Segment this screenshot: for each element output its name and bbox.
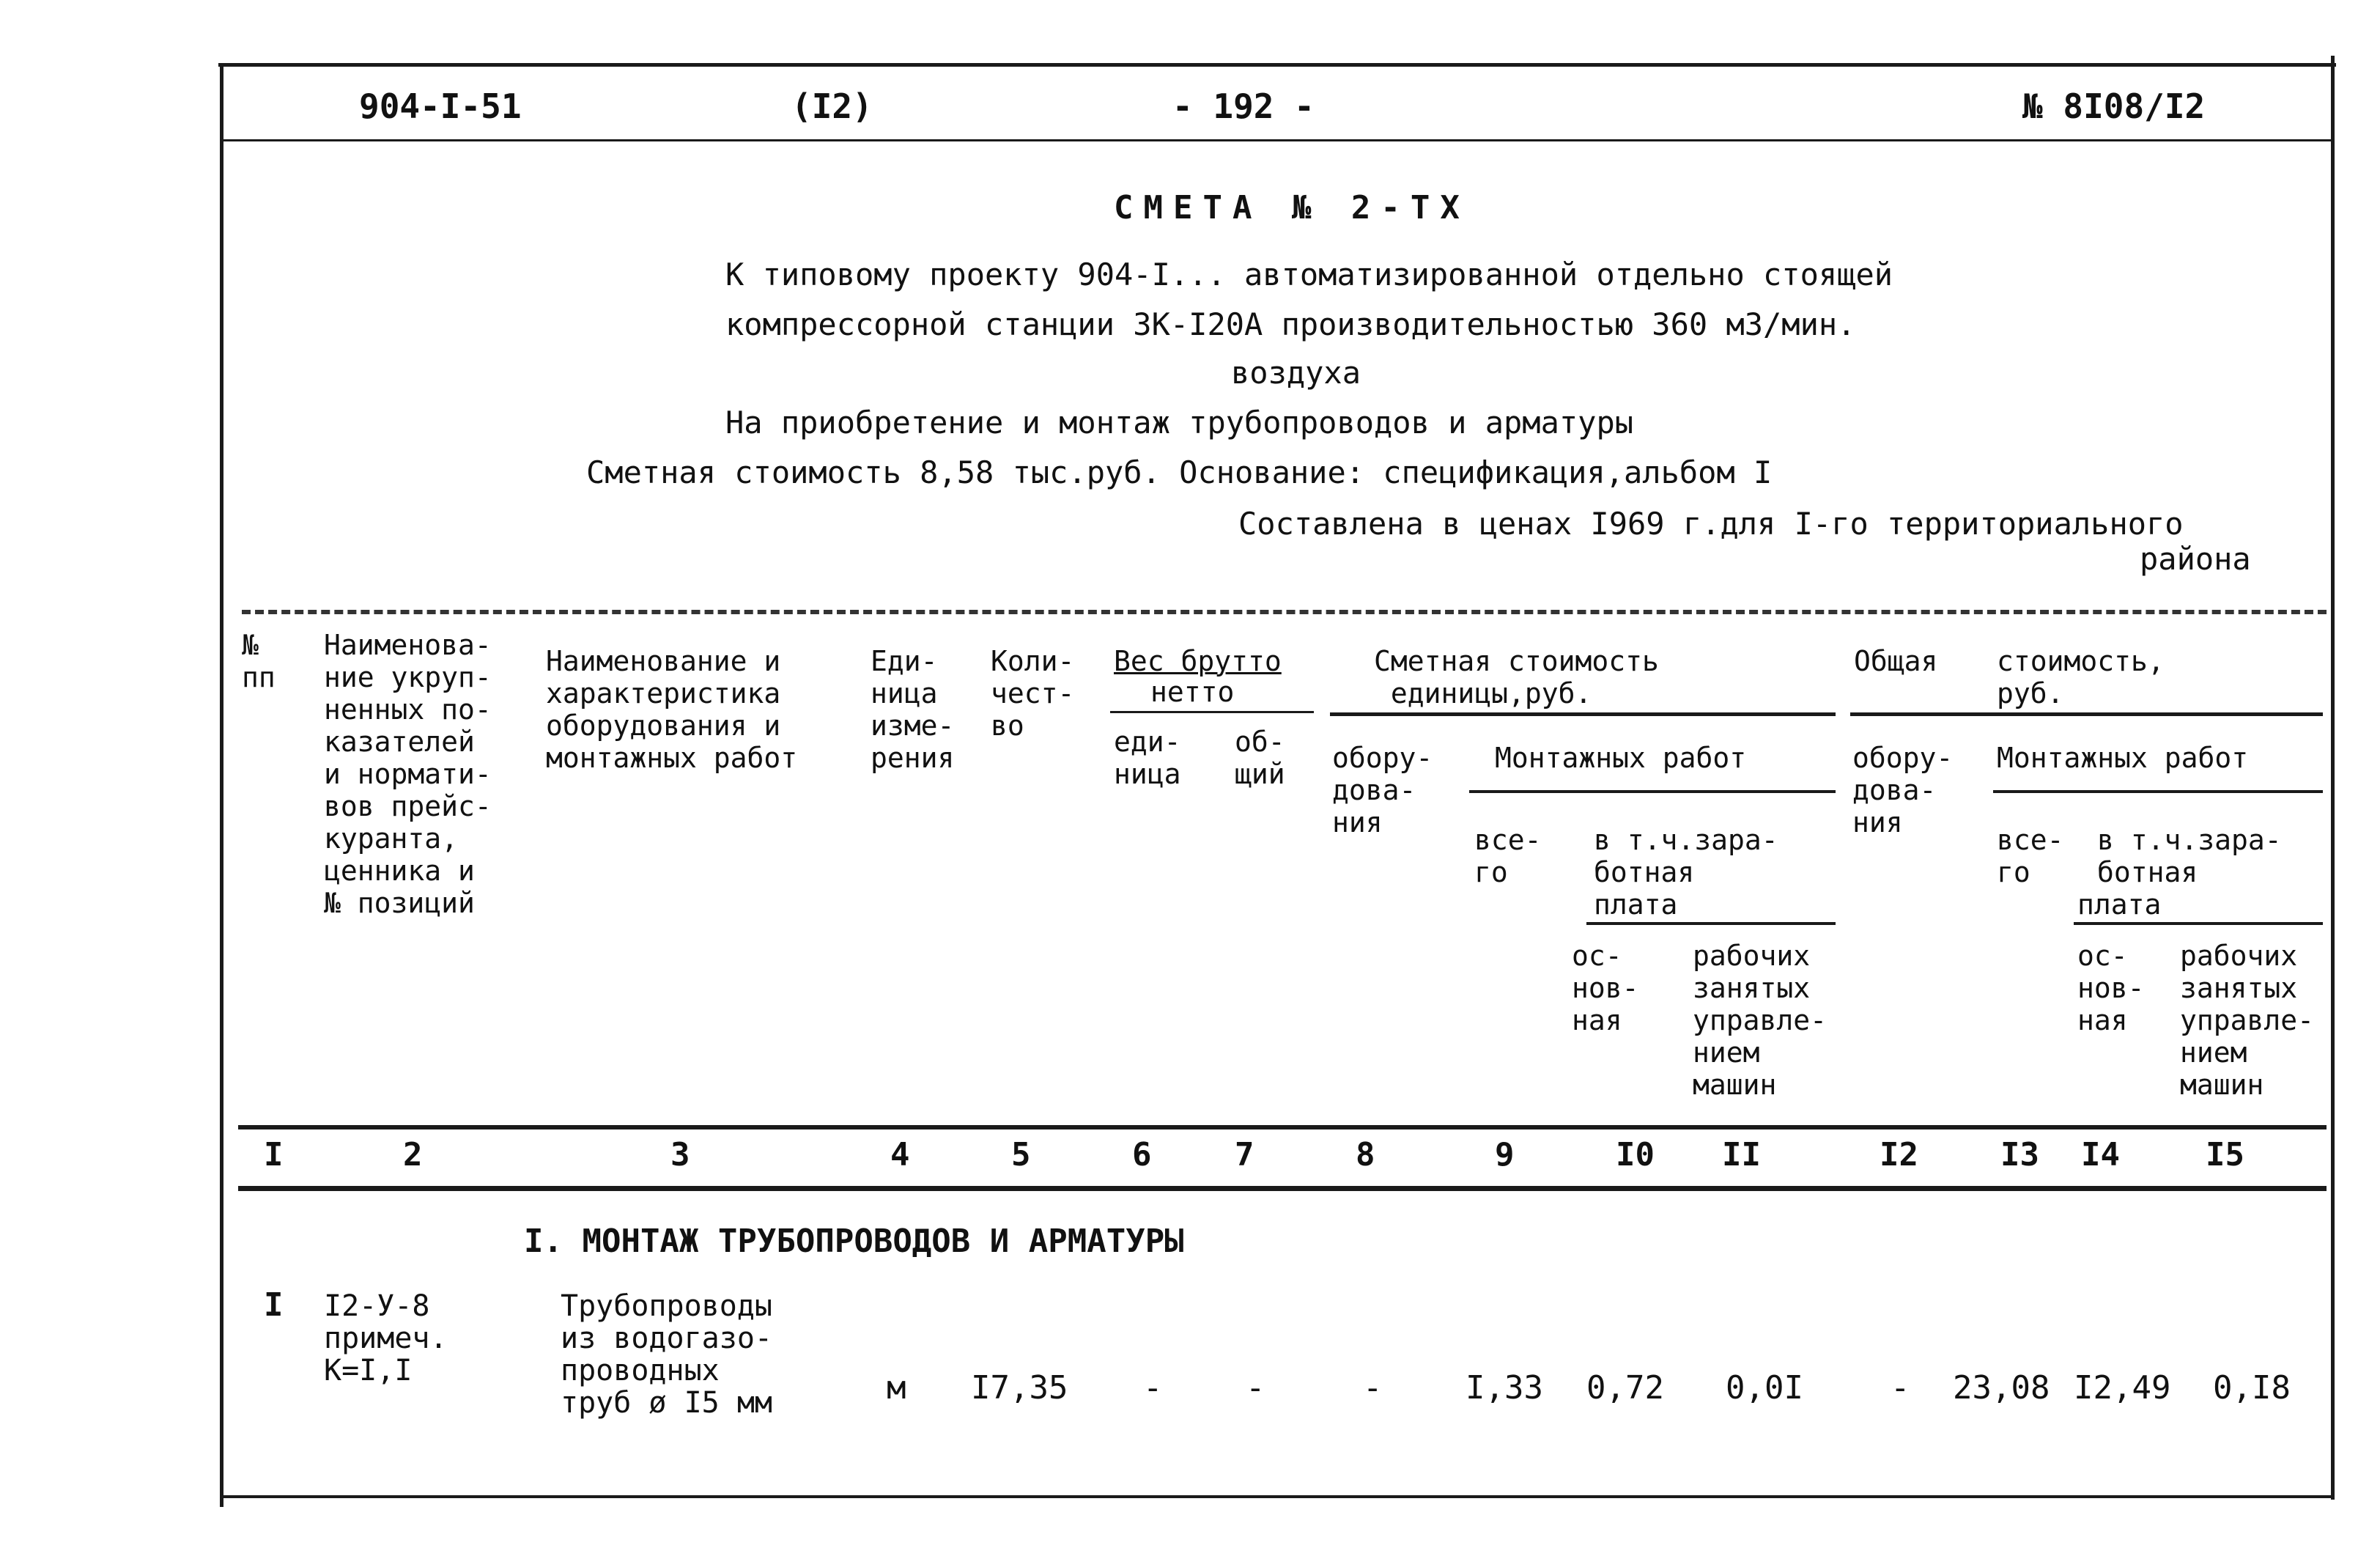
- header-col-10: ос- нов- ная: [1572, 940, 1639, 1036]
- row-unit: м: [887, 1369, 906, 1407]
- page-number: - 192 -: [1172, 86, 1315, 126]
- unit-cost-rule: [1330, 712, 1836, 716]
- column-number: 4: [890, 1136, 910, 1173]
- row-wage-machine-unit: 0,0I: [1726, 1369, 1803, 1407]
- column-number: I0: [1616, 1136, 1655, 1173]
- row-mounting-total-unit: I,33: [1466, 1369, 1543, 1407]
- frame-bottom: [223, 1495, 2334, 1498]
- frame-right: [2331, 56, 2335, 1500]
- header-weight-netto: нетто: [1150, 676, 1235, 708]
- header-col-6: еди- ница: [1114, 726, 1181, 790]
- header-col-8: обору- дова- ния: [1332, 742, 1433, 839]
- header-col-15: рабочих занятых управле- нием машин: [2180, 940, 2315, 1101]
- row-wage-machine-total: 0,I8: [2213, 1369, 2291, 1407]
- header-col-12: обору- дова- ния: [1852, 742, 1954, 839]
- header-wage-plata-unit: плата: [1594, 888, 1678, 921]
- column-number: I2: [1880, 1136, 1918, 1173]
- column-number: I: [264, 1136, 284, 1173]
- wage-total-rule: [2074, 922, 2323, 925]
- row-code: I2-У-8 примеч. К=I,I: [324, 1289, 448, 1387]
- mounting-total-rule: [1993, 790, 2323, 793]
- header-col-14: ос- нов- ная: [2077, 940, 2145, 1036]
- header-wage-unit: в т.ч.зара- ботная: [1594, 824, 1778, 888]
- document-number: № 8I08/I2: [2022, 86, 2206, 126]
- header-total-cost-2: стоимость, руб.: [1997, 645, 2165, 710]
- header-mounting-total: Монтажных работ: [1997, 742, 2249, 774]
- row-name: Трубопроводы из водогазо- проводных труб ø I5 мм: [561, 1289, 772, 1420]
- header-col-3: Наименование и характеристика оборудования и монтажных работ: [546, 645, 798, 774]
- header-col-2: Наименова- ние укруп- ненных по- казателей и нормати- вов прейс- куранта, ценника и № позиций: [324, 629, 492, 919]
- frame-top: [218, 63, 2336, 67]
- header-col-9: все- го: [1474, 824, 1542, 888]
- column-number: I5: [2206, 1136, 2244, 1173]
- header-weight: Вес брутто: [1114, 645, 1282, 677]
- column-number: 8: [1356, 1136, 1375, 1173]
- header-wage-total: в т.ч.зара- ботная: [2097, 824, 2282, 888]
- header-col-13: все- го: [1997, 824, 2064, 888]
- row-wage-basic-total: I2,49: [2074, 1369, 2171, 1407]
- column-number: 3: [670, 1136, 690, 1173]
- title-line-1: К типовому проекту 904-I... автоматизированной отдельно стоящей: [725, 257, 1893, 292]
- column-number: I4: [2081, 1136, 2120, 1173]
- frame-left: [220, 63, 223, 1507]
- table-top-rule: [242, 610, 2327, 614]
- weight-rule: [1110, 711, 1314, 713]
- row-weight-total: -: [1246, 1369, 1265, 1407]
- header-col-1: № пп: [242, 629, 276, 693]
- title-line-2: компрессорной станции 3К-I20А производительностью 360 м3/мин.: [725, 306, 1856, 342]
- wage-unit-rule: [1586, 922, 1836, 925]
- header-rule: [220, 139, 2334, 141]
- column-number: 7: [1235, 1136, 1254, 1173]
- header-wage-plata-total: плата: [2077, 888, 2162, 921]
- mounting-unit-rule: [1469, 790, 1836, 793]
- prices-basis-line-2: района: [2140, 541, 2251, 577]
- header-col-11: рабочих занятых управле- нием машин: [1693, 940, 1828, 1101]
- header-col-5: Коли- чест- во: [991, 645, 1075, 742]
- header-total-cost: Общая: [1854, 645, 1938, 677]
- column-number: 9: [1495, 1136, 1515, 1173]
- column-number: I3: [2000, 1136, 2039, 1173]
- row-equipment-total: -: [1891, 1369, 1910, 1407]
- row-mounting-total: 23,08: [1953, 1369, 2050, 1407]
- row-weight-unit: -: [1143, 1369, 1163, 1407]
- header-mounting-unit: Монтажных работ: [1495, 742, 1747, 774]
- row-wage-basic-unit: 0,72: [1586, 1369, 1664, 1407]
- header-col-7: об- щий: [1235, 726, 1285, 790]
- header-col-4: Еди- ница изме- рения: [871, 645, 955, 774]
- section-title: I. МОНТАЖ ТРУБОПРОВОДОВ И АРМАТУРЫ: [524, 1223, 1184, 1260]
- row-equipment-unit: -: [1363, 1369, 1383, 1407]
- project-code: 904-I-51: [359, 86, 522, 126]
- column-numbers-bottom-rule: [238, 1186, 2327, 1191]
- total-cost-rule: [1850, 712, 2323, 716]
- document-title: СМЕТА № 2-ТХ: [1114, 189, 1470, 226]
- column-number: 6: [1132, 1136, 1152, 1173]
- column-number: 5: [1011, 1136, 1031, 1173]
- row-quantity: I7,35: [971, 1369, 1068, 1407]
- sheet-number: (I2): [791, 86, 873, 126]
- title-line-4: На приобретение и монтаж трубопроводов и арматуры: [725, 405, 1634, 441]
- prices-basis-line: Составлена в ценах I969 г.для I-го территориального: [1238, 506, 2184, 542]
- column-number: II: [1722, 1136, 1761, 1173]
- estimated-cost-line: Сметная стоимость 8,58 тыс.руб. Основание: спецификация,альбом I: [586, 454, 1773, 490]
- column-number: 2: [403, 1136, 423, 1173]
- row-number: I: [264, 1286, 284, 1324]
- header-unit-cost: Сметная стоимость единицы,руб.: [1374, 645, 1659, 710]
- title-line-3: воздуха: [1231, 355, 1361, 391]
- column-numbers-top-rule: [238, 1125, 2327, 1129]
